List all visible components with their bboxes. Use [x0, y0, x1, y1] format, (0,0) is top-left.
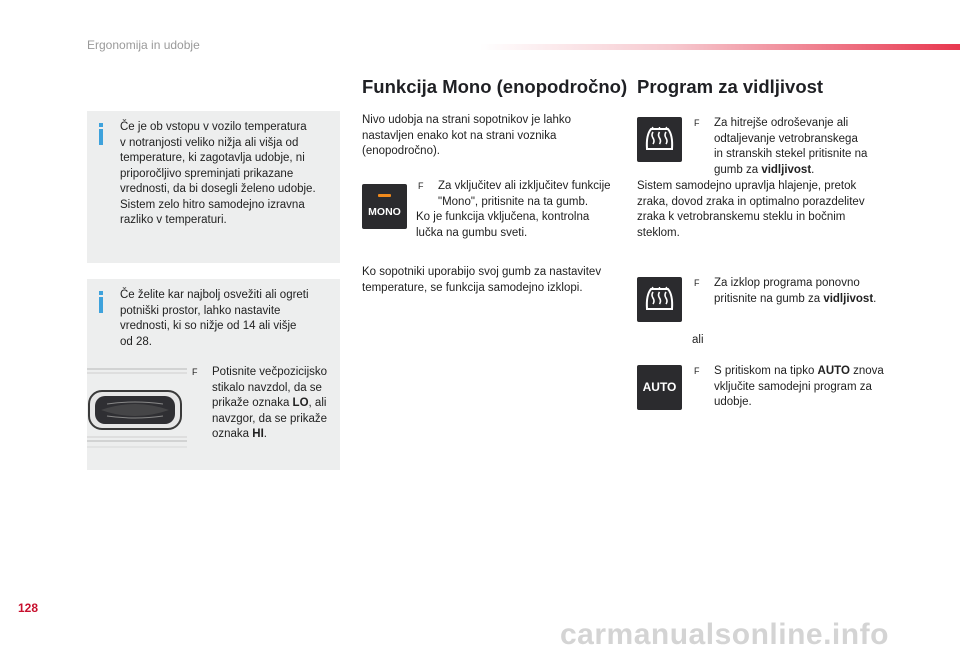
bullet-auto: F S pritiskom na tipko AUTO znova vključite samodejni program za udobje.	[694, 365, 884, 408]
bullet-visibility-on: F Za hitrejše odroševanje ali odtaljevanje vetrobranskega in stranskih stekel pritisnite na gumb za vidljivost.	[694, 117, 868, 176]
mono-intro: Nivo udobja na strani sopotnikov je lahko nastavljen enako kot na strani voznika (enopodročno).	[362, 114, 572, 157]
info-box-temperature	[87, 111, 340, 263]
hi-label: HI	[252, 428, 264, 440]
info-text: Če je ob vstopu v vozilo temperatura v notranjosti veliko nižja ali višja od temperature, ki zagotavlja udobje, ni priporočljivo spreminjati prikazane vrednosti, da bi dosegli želeno udobje. Sistem zelo hitro samodejno izravna razliko v temperaturi.	[120, 121, 316, 226]
info-box-refresh	[87, 279, 340, 470]
windshield-defrost-icon	[637, 117, 682, 162]
visibility-button-off	[637, 277, 682, 322]
mono-indicator-light	[378, 194, 391, 197]
lo-label: LO	[292, 397, 309, 409]
header-accent-bar	[480, 44, 960, 50]
or-text: ali	[692, 334, 704, 346]
bullet-switch: F Potisnite večpozicijsko stikalo navzdol, da se prikaže oznaka LO, ali navzgor, da se prikaže oznaka HI.	[192, 366, 328, 440]
mono-indicator-text: Ko je funkcija vključena, kontrolna lučka na gumbu sveti.	[416, 211, 590, 239]
page-number: 128	[18, 601, 39, 615]
mono-outro: Ko sopotniki uporabijo svoj gumb za nastavitev temperature, se funkcija samodejno izklopi.	[362, 266, 602, 294]
mono-button: MONO	[362, 184, 407, 229]
info-icon	[99, 123, 103, 145]
mono-section-title: Funkcija Mono (enopodročno)	[362, 76, 628, 97]
windshield-defrost-icon	[637, 277, 682, 322]
section-header: Ergonomija in udobje	[87, 38, 200, 52]
bullet-mono-toggle: F Za vključitev ali izključitev funkcije "Mono", pritisnite na ta gumb.	[418, 180, 611, 208]
temperature-switch-illustration	[87, 367, 187, 462]
bullet-visibility-off: F Za izklop programa ponovno pritisnite na gumb za vidljivost.	[694, 277, 877, 305]
info-text: Če želite kar najbolj osvežiti ali ogreti potniški prostor, lahko nastavite vrednosti, ki so nižje od 14 ali višje od 28.	[120, 289, 309, 348]
visibility-button	[637, 117, 682, 162]
visibility-section-title: Program za vidljivost	[637, 76, 824, 97]
visibility-description: Sistem samodejno upravlja hlajenje, pretok zraka, dovod zraka in optimalno porazdelitev zraka k vetrobranskemu steklu in bočnim steklom.	[637, 180, 865, 239]
watermark: carmanualsonline.info	[560, 618, 889, 651]
info-icon	[99, 291, 103, 313]
auto-button: AUTO	[637, 365, 682, 410]
